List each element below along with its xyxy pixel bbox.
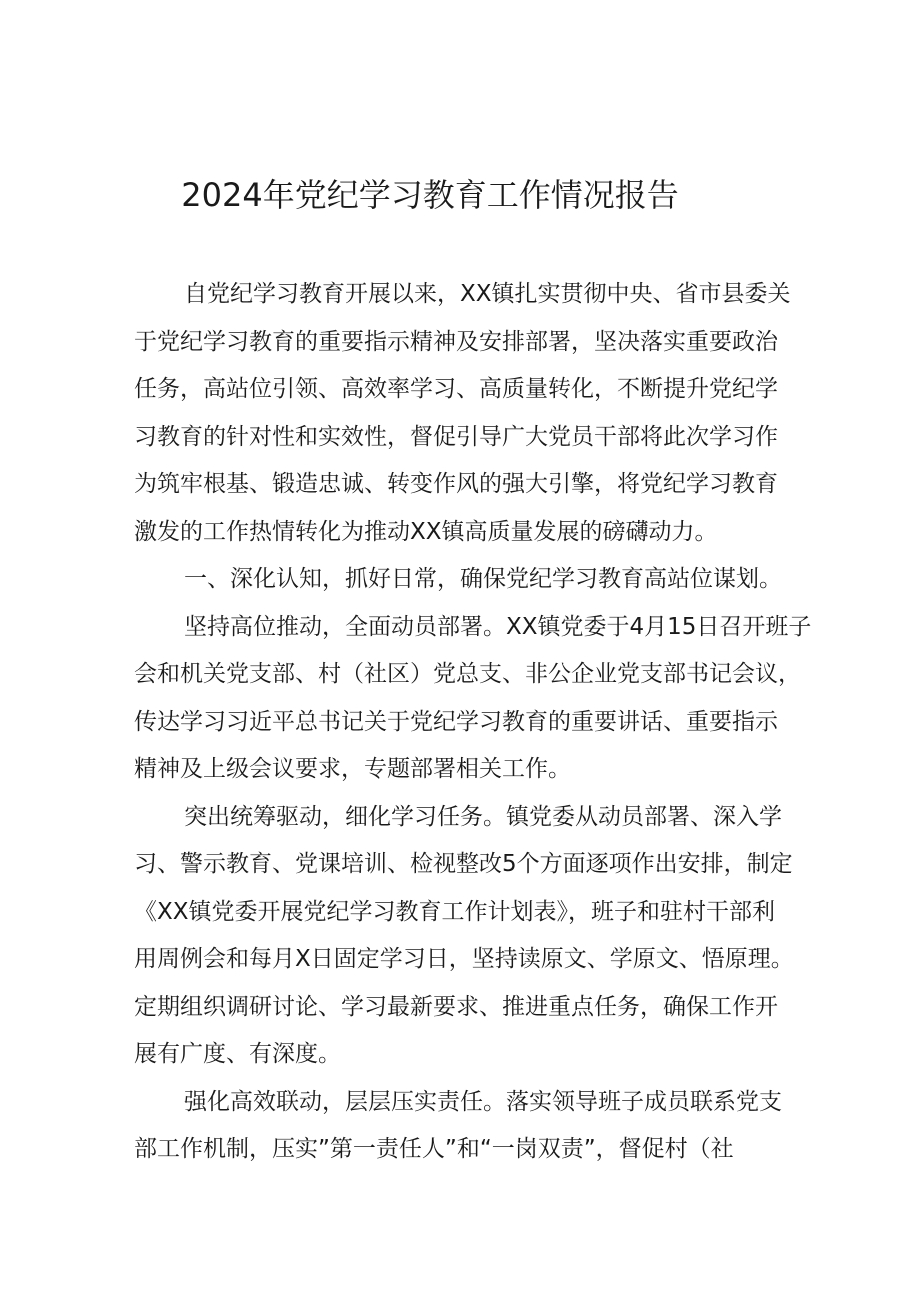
text-line: 为筑牢根基、锻造忠诚、转变作风的强大引擎，将党纪学习教育	[134, 471, 778, 497]
paragraph-coordination	[134, 794, 796, 1079]
text-line: 突出统筹驱动，细化学习任务。镇党委从动员部署、深入学	[184, 803, 782, 830]
text-line: 坚持高位推动，全面动员部署。XX镇党委于4月15日召开班子	[184, 613, 812, 640]
paragraph-intro	[134, 271, 796, 556]
text-line: 精神及上级会议要求，专题部署相关工作。	[134, 756, 571, 782]
document-body	[134, 271, 812, 1174]
text-line: 展有广度、有深度。	[134, 1041, 341, 1067]
document-title: 2024年党纪学习教育工作情况报告	[181, 176, 679, 214]
text-line: 部工作机制，压实”第一责任人”和“一岗双责”，督促村（社	[134, 1136, 734, 1162]
section-heading-1	[134, 556, 796, 604]
text-line: 自党纪学习教育开展以来，XX镇扎实贯彻中央、省市县委关	[184, 281, 791, 307]
text-line: 一、深化认知，抓好日常，确保党纪学习教育高站位谋划。	[184, 566, 782, 592]
text-line: 会和机关党支部、村（社区）党总支、非公企业党支部书记会议，	[134, 661, 801, 687]
paragraph-responsibility	[134, 1079, 796, 1174]
text-line: 用周例会和每月X日固定学习日，坚持读原文、学原文、悟原理。	[134, 946, 794, 972]
text-line: 《XX镇党委开展党纪学习教育工作计划表》，班子和驻村干部利	[134, 898, 776, 925]
text-line: 习、警示教育、党课培训、检视整改5个方面逐项作出安排，制定	[134, 851, 793, 877]
paragraph-high-level-push	[134, 604, 812, 794]
text-line: 激发的工作热情转化为推动XX镇高质量发展的磅礴动力。	[134, 518, 718, 545]
text-line: 强化高效联动，层层压实责任。落实领导班子成员联系党支	[184, 1088, 782, 1115]
text-line: 传达学习习近平总书记关于党纪学习教育的重要讲话、重要指示	[134, 708, 778, 735]
text-line: 定期组织调研讨论、学习最新要求、推进重点任务，确保工作开	[134, 993, 778, 1020]
text-line: 习教育的针对性和实效性，督促引导广大党员干部将此次学习作	[134, 423, 778, 450]
text-line: 于党纪学习教育的重要指示精神及安排部署，坚决落实重要政治	[134, 328, 778, 355]
text-line: 任务，高站位引领、高效率学习、高质量转化，不断提升党纪学	[134, 376, 778, 402]
